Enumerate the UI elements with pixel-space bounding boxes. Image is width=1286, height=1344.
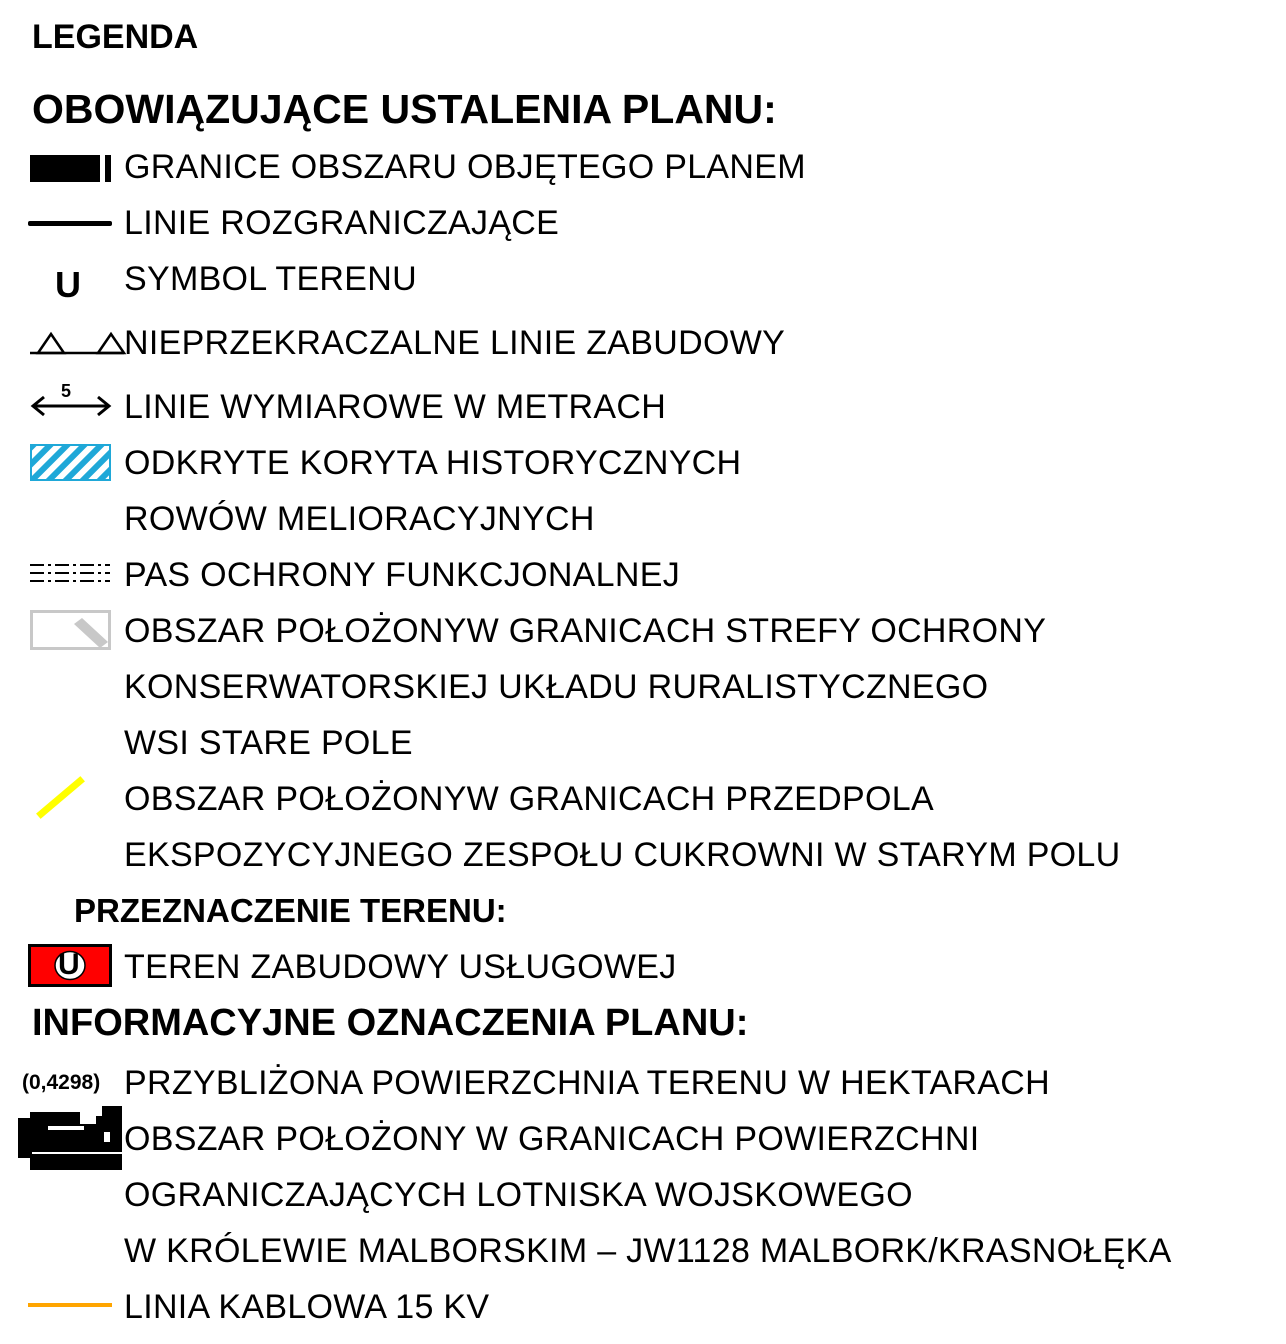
demarcation-line-icon bbox=[28, 218, 114, 230]
building-line-triangles-icon bbox=[30, 330, 126, 356]
legend-item-text: ROWÓW MELIORACYJNYCH bbox=[124, 500, 595, 538]
legend-item-text: PRZYBLIŻONA POWIERZCHNIA TERENU W HEKTARACH bbox=[124, 1064, 1050, 1102]
dashed-band-icon bbox=[30, 562, 112, 586]
legend-item-text: WSI STARE POLE bbox=[124, 724, 413, 762]
legend-item-text: LINIE ROZGRANICZAJĄCE bbox=[124, 204, 560, 242]
legend-item-text: OGRANICZAJĄCYCH LOTNISKA WOJSKOWEGO bbox=[124, 1176, 913, 1214]
gray-hatch-box-icon bbox=[30, 610, 114, 652]
legend-item-text: W KRÓLEWIE MALBORSKIM – JW1128 MALBORK/KRASNOŁĘKA bbox=[124, 1232, 1172, 1270]
legend-item-text: KONSERWATORSKIEJ UKŁADU RURALISTYCZNEGO bbox=[124, 668, 989, 706]
section-heading-binding: OBOWIĄZUJĄCE USTALENIA PLANU: bbox=[32, 86, 777, 132]
service-area-symbol: U bbox=[58, 948, 80, 981]
yellow-line-icon bbox=[36, 776, 86, 820]
legend-item-text: LINIE WYMIAROWE W METRACH bbox=[124, 388, 667, 426]
area-symbol-icon: U bbox=[55, 264, 81, 305]
legend-item-text: OBSZAR POŁOŻONY W GRANICACH POWIERZCHNI bbox=[124, 1120, 980, 1158]
legend-item-text: OBSZAR POŁOŻONYW GRANICACH STREFY OCHRONY bbox=[124, 612, 1047, 650]
legend-item-text: PAS OCHRONY FUNKCJONALNEJ bbox=[124, 556, 680, 594]
legend-item-text: OBSZAR POŁOŻONYW GRANICACH PRZEDPOLA bbox=[124, 780, 934, 818]
section-heading-informational: INFORMACYJNE OZNACZENIA PLANU: bbox=[32, 1002, 749, 1044]
cable-line-icon bbox=[28, 1300, 114, 1310]
legend-title: LEGENDA bbox=[32, 18, 199, 56]
blue-hatch-icon bbox=[30, 444, 112, 482]
dimension-value: 5 bbox=[61, 381, 72, 401]
legend-item-text: GRANICE OBSZARU OBJĘTEGO PLANEM bbox=[124, 148, 806, 186]
legend-item-text: TEREN ZABUDOWY USŁUGOWEJ bbox=[124, 948, 677, 986]
legend-item-text: LINIA KABLOWA 15 KV bbox=[124, 1288, 490, 1326]
dimension-arrow-icon bbox=[30, 382, 114, 422]
legend-item-text: NIEPRZEKRACZALNE LINIE ZABUDOWY bbox=[124, 324, 786, 362]
area-value-label: (0,4298) bbox=[22, 1071, 101, 1094]
section-heading-land-use: PRZEZNACZENIE TERENU: bbox=[74, 892, 507, 929]
legend-item-text: SYMBOL TERENU bbox=[124, 260, 417, 298]
boundary-thick-icon bbox=[30, 154, 112, 184]
legend-item-text: ODKRYTE KORYTA HISTORYCZNYCH bbox=[124, 444, 742, 482]
legend-item-text: EKSPOZYCYJNEGO ZESPOŁU CUKROWNI W STARYM POLU bbox=[124, 836, 1121, 874]
airport-zone-icon bbox=[18, 1104, 126, 1172]
